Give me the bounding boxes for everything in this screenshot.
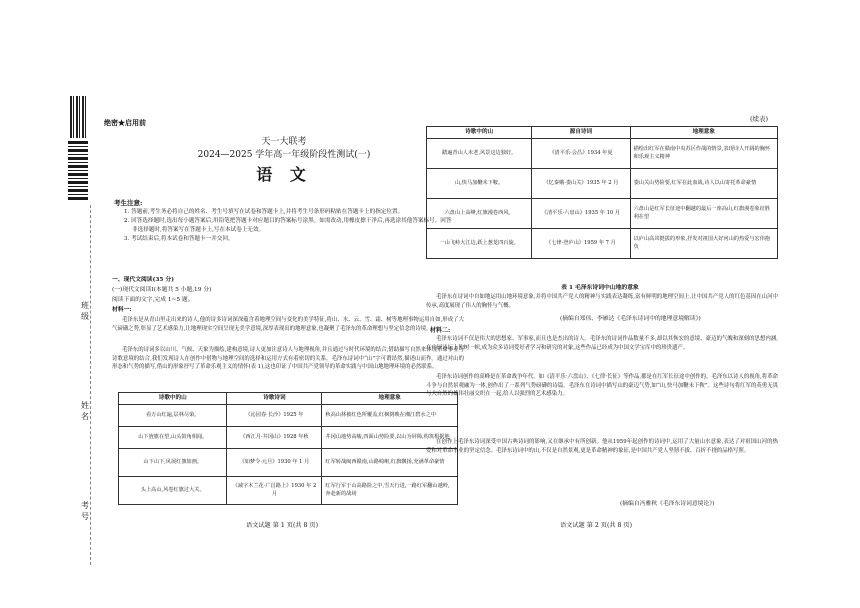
table-cell: 踏遍青山人未老,风景这边独好。 <box>427 139 532 169</box>
table-cell: 《七律·登庐山》1959 年 7 月 <box>532 229 630 259</box>
table-row <box>119 477 458 505</box>
table-cell: 描绘出红军在赣南中央苏区作战的情景,表现诗人开阔的胸怀和乐观主义精神 <box>630 139 777 169</box>
table-header: 诗歌中的山 <box>427 127 532 139</box>
table-cell: 头上高山,风卷红旗过大关。 <box>119 477 227 505</box>
table-header: 诗歌诗词 <box>227 393 322 405</box>
qr-code <box>68 140 88 200</box>
table-cell: 以庐山高耸挺拔的形象,抒发对祖国大好河山的热爱与宏伟抱负 <box>630 229 777 259</box>
table-header: 地理意象 <box>630 127 777 139</box>
footer-right: 语文试题 第 2 页(共 8 页) <box>560 522 633 529</box>
table-row <box>119 427 458 449</box>
note-item: 1. 答题前,考生务必将自己的姓名、考生号填写在试卷和答题卡上,并将考生号条形码粘贴在答题卡上的指定位置。 <box>124 209 404 215</box>
barcode <box>70 96 86 138</box>
notes-title: 考生注意: <box>114 199 143 207</box>
instruction: 阅读下面的文字,完成 1~5 题。 <box>112 297 194 303</box>
subject-title: 语 文 <box>256 165 312 184</box>
footer-left: 语文试题 第 1 页(共 8 页) <box>246 522 319 529</box>
note-item: 2. 回答选择题时,选出每小题答案后,用铅笔把答题卡对应题目的答案标号涂黑。如需改动,用橡皮擦干净后,再选涂其他答案标号。回答非选择题时,将答案写在答题卡上,写在本试卷上无效。 <box>124 218 452 233</box>
paragraph: 毛泽东在诗词中自如地运用山地环境意象,并将中国共产党人的精神与实践表达凝练,富有鲜明的地理空间上,让中国共产党人的红色基因在山河中传承,高度展现了伟人的胸怀与气概。 <box>426 294 778 309</box>
table-row <box>119 449 458 477</box>
table-cell: 《清平乐·会昌》1934 年夏 <box>532 139 630 169</box>
table-cell: 《减字木兰花·广昌路上》1930 年 2 月 <box>227 477 322 505</box>
table-cell: 井冈山地势高峻,四面山势险要,以山为屏障,构筑根据地 <box>322 427 458 449</box>
table-cell: 一山飞峙大江边,跃上葱茏四百旋。 <box>427 229 532 259</box>
material-1-label: 材料一: <box>112 307 132 313</box>
section-title: 一、现代文阅读(35 分) <box>112 277 174 283</box>
table-cell: 《沁园春·长沙》1925 年 <box>227 405 322 427</box>
table-cell: 六盘山上高峰,红旗漫卷西风。 <box>427 199 532 229</box>
table-caption: 表 1 毛泽东诗词中山地的意象 <box>561 285 639 291</box>
paragraph: 毛泽东诗词不仅是伟大的思想家、军事家,而且也是杰出的诗人。毛泽东的诗词作品数量不多,却以其恢宏的意境、豪迈的气魄和深刻的思想内涵,在中国诗坛上独树一帜,成为众多诗词爱好者学习和研究的对象,这些作品已经成为中国文学宝库中的珍贵遗产。 <box>426 336 778 351</box>
paragraph: 毛泽东是从青山里走出来的诗人,他的诗多诗词深深蕴含着地理空间与变化的美学特征,将山、水、云、雪、霜、树等地理事物运用自如,形成了大气磅礴之势,彰显了艺术感染力,让地理现实空间呈现无美学意境,深厚表现出的地理意象,也凝聚了毛泽东的革命理想与坚定信念的诗境。 <box>112 317 464 332</box>
table-cell: 《西江月·井冈山》1928 年秋 <box>227 427 322 449</box>
paragraph: 毛泽东诗词创作的高峰是在革命战争年代。如《清平乐·六盘山》、《七律·长征》等作品,都是在红军长征途中创作的。毛泽东以诗人的视角,将革命斗争与自然景观融为一体,创作出了一系列气势磅礴的诗篇。毛泽东在诗词中描写山的豪迈气势,如“山,快马加鞭未下鞍”。这些诗句将红军的英勇无畏与大自然的雄伟壮丽交织在一起,给人以强烈的艺术感染力。 <box>426 374 778 398</box>
table-cell: 秋高山林被红色所覆盖,红枫倒映在湘江碧水之中 <box>322 405 458 427</box>
table-cell: 《清平乐·六盘山》1935 年 10 月 <box>532 199 630 229</box>
table-1-continued <box>426 126 778 259</box>
binding-name: 姓名 <box>81 401 89 421</box>
table-header: 源自诗词 <box>532 127 630 139</box>
table-cell: 看万山红遍,层林尽染。 <box>119 405 227 427</box>
table-row <box>427 229 778 259</box>
binding-id: 考号 <box>81 501 89 521</box>
notes-list <box>124 208 454 244</box>
table-cell: 《忆秦娥·娄山关》1935 年 2 月 <box>532 169 630 199</box>
table-header: 地理意象 <box>322 393 458 405</box>
continued-label: (续表) <box>750 115 769 123</box>
subsection-title: (一)现代文阅读Ⅰ(本题共 5 小题,19 分) <box>112 287 212 293</box>
table-1 <box>118 392 458 505</box>
source-citation: (摘编自郑伟、李雁达《毛泽东诗词中的地理意境解读》) <box>560 316 701 322</box>
table-cell: 山,快马加鞭未下鞍。 <box>427 169 532 199</box>
source-citation: (摘编自冯雅秋《毛泽东诗词意境论》) <box>620 501 715 507</box>
exam-title: 天一大联考 <box>261 137 307 147</box>
table-cell: 娄山关山势险要,红军在此血战,诗人以山寄托革命豪情 <box>630 169 777 199</box>
table-row <box>427 199 778 229</box>
material-2-label: 材料二: <box>430 327 451 334</box>
secret-label: 绝密★启用前 <box>104 118 146 127</box>
table-header-row <box>427 127 778 139</box>
table-cell: 山下旌旗在望,山头鼓角相闻。 <box>119 427 227 449</box>
table-row <box>119 405 458 427</box>
table-cell: 红军行军于山高路险之中,雪天行进,一路红军翻山越岭,奔赴新的战场 <box>322 477 458 505</box>
table-cell: 红军转战闽西赣南,山路崎岖,红旗飘扬,充满革命豪情 <box>322 449 458 477</box>
table-row <box>427 139 778 169</box>
table-row <box>427 169 778 199</box>
table-cell: 六盘山是红军长征途中翻越的最后一座高山,红旗漫卷象征胜利在望 <box>630 199 777 229</box>
table-header: 诗歌中的山 <box>119 393 227 405</box>
paragraph: 在创作上毛泽东诗词深受中国古典诗词的影响,又在继承中有所创新。他从1959年起创作的诗词中,运用了大量山水意象,表达了对祖国山河的热爱和对革命事业的坚定信念。毛泽东诗词中的山,不仅是自然景观,更是革命精神的象征,是中国共产党人坚韧不拔、百折不挠的品格写照。 <box>426 439 778 454</box>
paragraph: 毛泽东的诗词多以山川、气候、天象为描绘,建构意境,诗人更加注意诗人与地理视角,并且通过与时代环境的结合,借助描写自然来体现革命事业与诗歌意境的结合,我们发现诗人在创作中借物与地理空间的选择和运用方式有着密切的关系。毛泽东诗词中“山”字可谓昂然,描述山而作。通过对山的形态和气势的描写,借山的形象抒写了革命乐观主义的情怀(表 1),这也印证了中国共产党领导的革命实践与中国山地地理环境的必然联系。 <box>112 347 464 371</box>
table-header-row <box>119 393 458 405</box>
table-cell: 山下山下,风展红旗如画。 <box>119 449 227 477</box>
binding-class: 班级 <box>81 301 89 321</box>
exam-subtitle: 2024—2025 学年高一年级阶段性测试(一) <box>197 150 371 160</box>
note-item: 3. 考试结束后,将本试卷和答题卡一并交回。 <box>124 236 234 242</box>
table-cell: 《如梦令·元旦》1930 年 1 月 <box>227 449 322 477</box>
